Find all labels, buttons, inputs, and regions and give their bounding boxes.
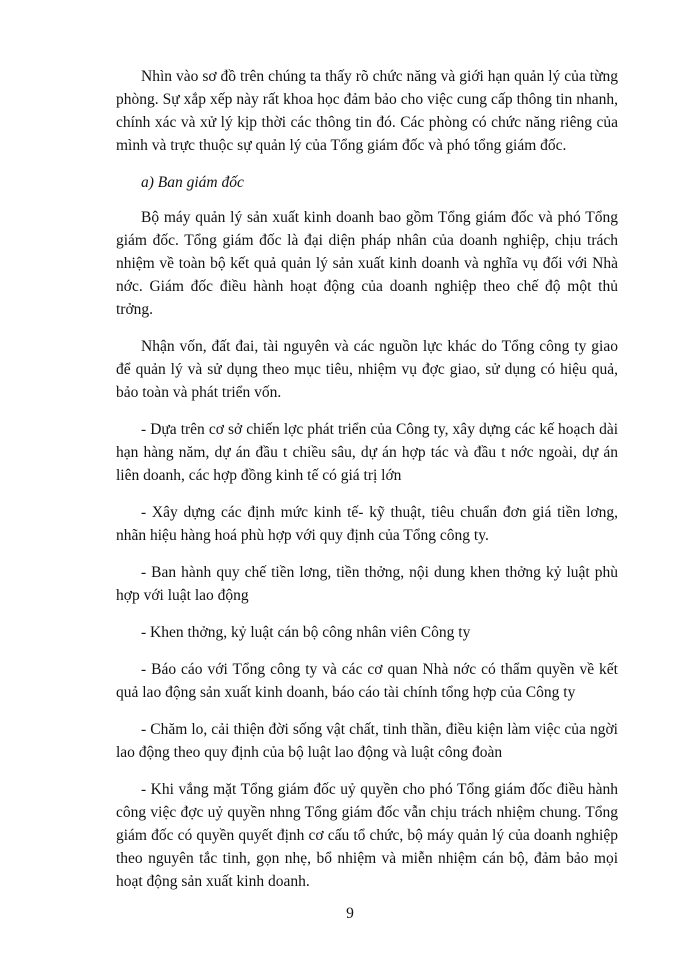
bullet-bao-cao: - Báo cáo với Tổng công ty và các cơ quan Nhà nớc có thẩm quyền về kết quả lao động sản xuất kinh doanh, báo cáo tài chính tổng hợp của Công ty: [116, 661, 618, 701]
bullet-quy-che: - Ban hành quy chế tiền lơng, tiền thởng, nội dung khen thởng kỷ luật phù hợp với luật lao động: [116, 564, 618, 604]
paragraph-intro: Nhìn vào sơ đồ trên chúng ta thấy rõ chức năng và giới hạn quản lý của từng phòng. Sự xắp xếp này rất khoa học đảm bảo cho việc cung cấp thông tin nhanh, chính xác và xử lý kịp thời các thông tin đó. Các phòng có chức năng riêng của mình và trực thuộc sự quản lý của Tổng giám đốc và phó tổng giám đốc.: [116, 68, 618, 154]
section-heading-ban-giam-doc: a) Ban giám đốc: [141, 174, 244, 191]
bullet-cham-lo: - Chăm lo, cải thiện đời sống vật chất, tinh thần, điều kiện làm việc của ngời lao động theo quy định của bộ luật lao động và luật công đoàn: [116, 721, 618, 761]
paragraph-bo-may-quan-ly: Bộ máy quản lý sản xuất kinh doanh bao gồm Tổng giám đốc và phó Tổng giám đốc. Tổng giám đốc là đại diện pháp nhân của doanh nghiệp, chịu trách nhiệm về toàn bộ kết quả quản lý sản xuất kinh doanh và nghĩa vụ đối với Nhà nớc. Giám đốc điều hành hoạt động của doanh nghiệp theo chế độ một thủ trởng.: [116, 209, 618, 318]
page-number: 9: [346, 905, 354, 922]
bullet-uy-quyen: - Khi vắng mặt Tổng giám đốc uỷ quyền cho phó Tổng giám đốc điều hành công việc đợc uỷ quyền nhng Tổng giám đốc vẫn chịu trách nhiệm chung. Tổng giám đốc có quyền quyết định cơ cấu tổ chức, bộ máy quản lý của doanh nghiệp theo nguyên tắc tinh, gọn nhẹ, bổ nhiệm và miễn nhiệm cán bộ, đảm bảo mọi hoạt động sản xuất kinh doanh.: [116, 781, 618, 890]
paragraph-nhan-von: Nhận vốn, đất đai, tài nguyên và các nguồn lực khác do Tổng công ty giao để quản lý và sử dụng theo mục tiêu, nhiệm vụ đợc giao, sử dụng có hiệu quả, bảo toàn và phát triển vốn.: [116, 338, 618, 401]
bullet-chien-luoc: - Dựa trên cơ sở chiến lợc phát triển của Công ty, xây dựng các kế hoạch dài hạn hàng năm, dự án đầu t chiều sâu, dự án hợp tác và đầu t nớc ngoài, dự án liên doanh, các hợp đồng kinh tế có giá trị lớn: [116, 421, 618, 484]
bullet-dinh-muc: - Xây dựng các định mức kinh tế- kỹ thuật, tiêu chuẩn đơn giá tiền lơng, nhãn hiệu hàng hoá phù hợp với quy định của Tổng công ty.: [116, 504, 618, 544]
bullet-khen-thuong: - Khen thởng, kỷ luật cán bộ công nhân viên Công ty: [141, 624, 471, 641]
